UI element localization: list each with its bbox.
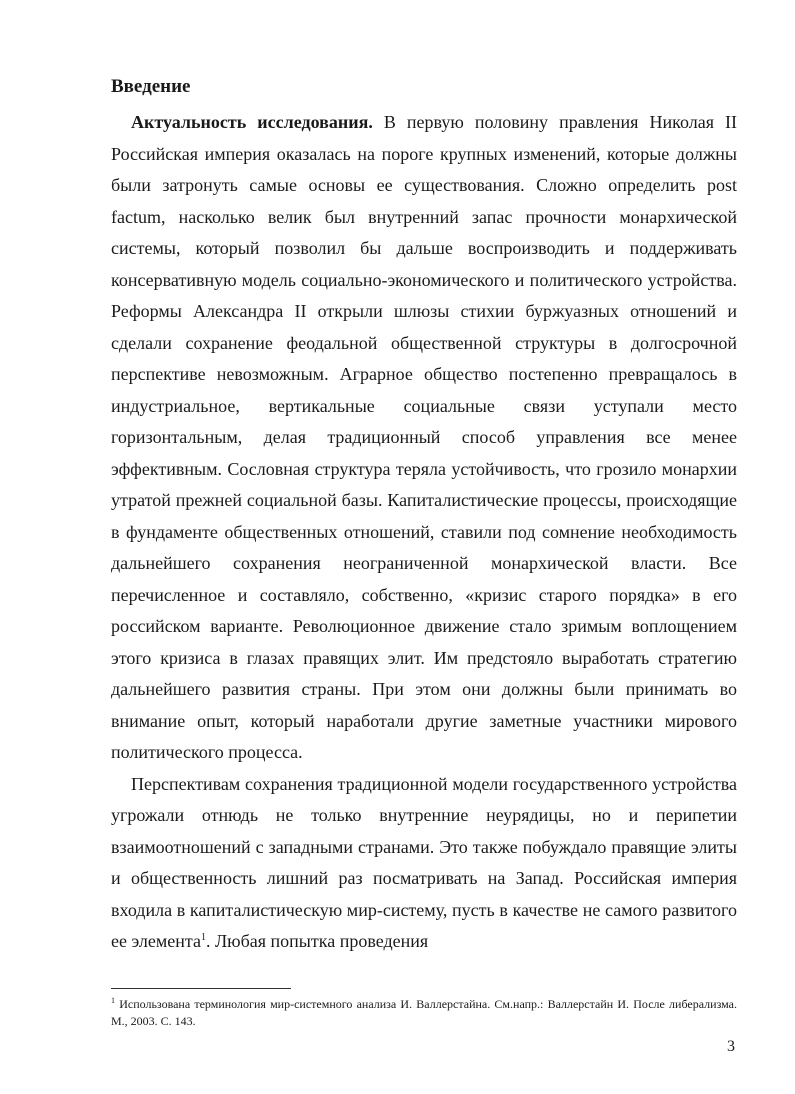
footnote-reference: 1 (200, 932, 206, 943)
paragraph-lead: Актуальность исследования. (131, 112, 373, 132)
page-number: 3 (727, 1038, 735, 1055)
footnote (111, 996, 737, 1030)
paragraph-2 (111, 769, 737, 958)
footnote-text: Использована терминология мир-системного анализа И. Валлерстайна. См.напр.: Валлерстайн И. После либерализма. М., 2003. С. 143. (111, 997, 737, 1028)
paragraph-2-text: Перспективам сохранения традиционной модели государственного устройства угрожали отнюдь не только внутренние неурядицы, но и перипетии взаимоотношений с западными странами. Это также побуждало правящие элиты и общественность лишний раз посматривать на Запад. Российская империя входила в капиталистическую мир-систему, пусть в качестве не самого развитого ее элемента (111, 773, 737, 951)
paragraph-1 (111, 107, 737, 769)
paragraph-2-tail: . Любая попытка проведения (205, 931, 429, 951)
footnote-divider (111, 988, 291, 989)
footnote-marker: 1 (111, 996, 115, 1005)
paragraph-1-text: В первую половину правления Николая II Российская империя оказалась на пороге крупных изменений, которые должны были затронуть самые основы ее существования. Сложно определить post factum, насколько велик был внутренний запас прочности монархической системы, который позволил бы дальше воспроизводить и поддерживать консервативную модель социально-экономического и политического устройства. Реформы Александра II открыли шлюзы стихии буржуазных отношений и сделали сохранение феодальной общественной структуры в долгосрочной перспективе невозможным. Аграрное общество постепенно превращалось в индустриальное, вертикальные социальные связи уступали место горизонтальным, делая традиционный способ управления все менее эффективным. Сословная структура теряла устойчивость, что грозило монархии утратой прежней социальной базы. Капиталистические процессы, происходящие в фундаменте общественных отношений, ставили под сомнение необходимость дальнейшего сохранения неограниченной монархической власти. Все перечисленное и составляло, собственно, «кризис старого порядка» в его российском варианте. Революционное движение стало зримым воплощением этого кризиса в глазах правящих элит. Им предстояло выработать стратегию дальнейшего развития страны. При этом они должны были принимать во внимание опыт, который наработали другие заметные участники мирового политического процесса. (111, 112, 737, 762)
body-text (111, 107, 737, 958)
section-heading: Введение (111, 76, 191, 97)
